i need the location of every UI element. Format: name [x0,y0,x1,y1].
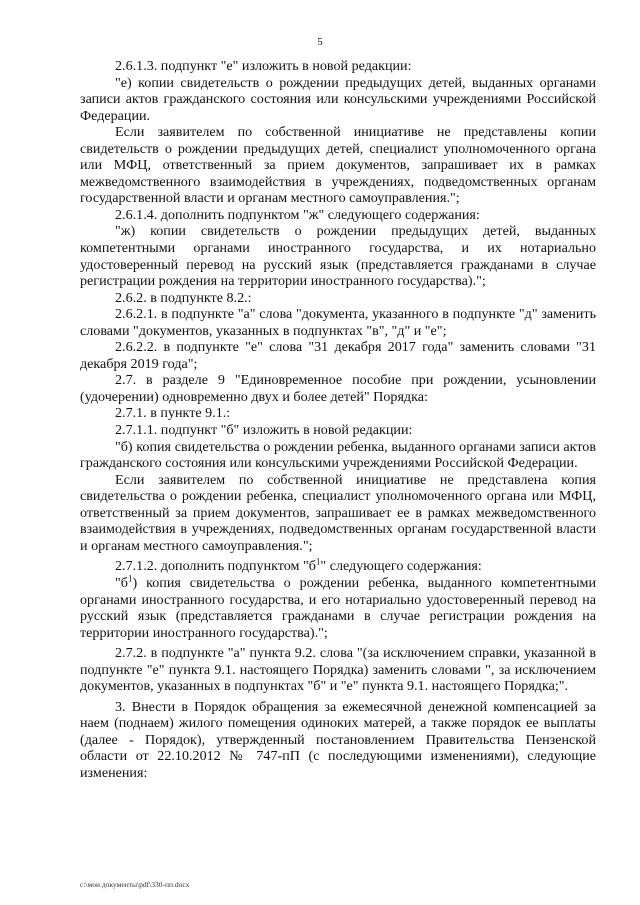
paragraph: 2.6.2.1. в подпункте "а" слова "документа, указанного в подпункте "д" заменить словами "документов, указанных в подпунктах "в", "д" и "е"; [80,306,596,339]
paragraph: 2.6.1.4. дополнить подпунктом "ж" следующего содержания: [115,206,480,223]
paragraph: "е) копии свидетельств о рождении предыдущих детей, выданных органами записи актов гражданского состояния или консульскими учреждениями Российской Федерации. [80,74,596,124]
paragraph: 3. Внести в Порядок обращения за ежемесячной денежной компенсацией за наем (поднаем) жилого помещения одиноких матерей, а также порядок ее выплаты (далее - Порядок), утвержденный постановлением Правительства Пензенской области от 22.10.2012 № 747-пП (с последующими изменениями), следующие изменения: [80,698,596,781]
paragraph-text: ) копия свидетельства о рождении ребенка, выданного компетентными органами иностранного государства, и его нотариально удостоверенный перевод на русский язык (представляется гражданами в случае регистрации рождения на территории иностранного государства)."; [80,574,596,641]
paragraph: Если заявителем по собственной инициативе не представлена копия свидетельства о рождении ребенка, специалист уполномоченного органа или МФЦ, ответственный за прием документов, запрашивает ее в рамках межведомственного взаимодействия в учреждениях, подведомственных органам государственной власти и органам местного самоуправления."; [80,471,596,554]
paragraph: 2.6.2. в подпункте 8.2.: [115,289,252,306]
paragraph: Если заявителем по собственной инициативе не представлены копии свидетельств о рождении предыдущих детей, специалист уполномоченного органа или МФЦ, ответственный за прием документов, запрашивает их в рамках межведомственного взаимодействия в учреждениях, подведомственных органам государственной власти и органам местного самоуправления."; [80,124,596,207]
paragraph [80,558,596,575]
page-number: 5 [317,36,323,48]
document-body [80,58,596,782]
superscript: 1 [127,573,133,584]
paragraph: 2.7.1. в пункте 9.1.: [115,405,231,422]
paragraph-text: 2.7.1.2. дополнить подпунктом "б [115,558,316,575]
paragraph: "б) копия свидетельства о рождении ребенка, выданного органами записи актов гражданского состояния или консульскими учреждениями Российской Федерации. [80,438,596,472]
paragraph: 2.7.2. в подпункте "а" пункта 9.2. слова "(за исключением справки, указанной в подпункте "е" пункта 9.1. настоящего Порядка) заменить словами ", за исключением документов, указанных в подпунктах "б" и "е" пункта 9.1. настоящего Порядка;". [80,645,596,695]
paragraph [80,575,596,641]
paragraph: 2.7.1.1. подпункт "б" изложить в новой редакции: [115,422,413,439]
footer-file-path: c:\мои документы\pdf\330-пп.docx [80,880,190,889]
paragraph: 2.7. в разделе 9 "Единовременное пособие при рождении, усыновлении (удочерении) одновременно двух и более детей" Порядка: [80,372,596,405]
paragraph-text: " следующего содержания: [320,558,482,575]
paragraph-text: "б [115,574,128,591]
paragraph: 2.6.1.3. подпункт "е" изложить в новой редакции: [115,58,412,74]
superscript: 1 [315,556,321,567]
paragraph: "ж) копии свидетельств о рождении предыдущих детей, выданных компетентными органами иностранного государства, и их нотариально удостоверенный перевод на русский язык (представляется гражданами в случае регистрации рождения на территории иностранного государства)."; [80,223,596,290]
paragraph: 2.6.2.2. в подпункте "е" слова "31 декабря 2017 года" заменить словами "31 декабря 2019 года"; [80,339,596,372]
